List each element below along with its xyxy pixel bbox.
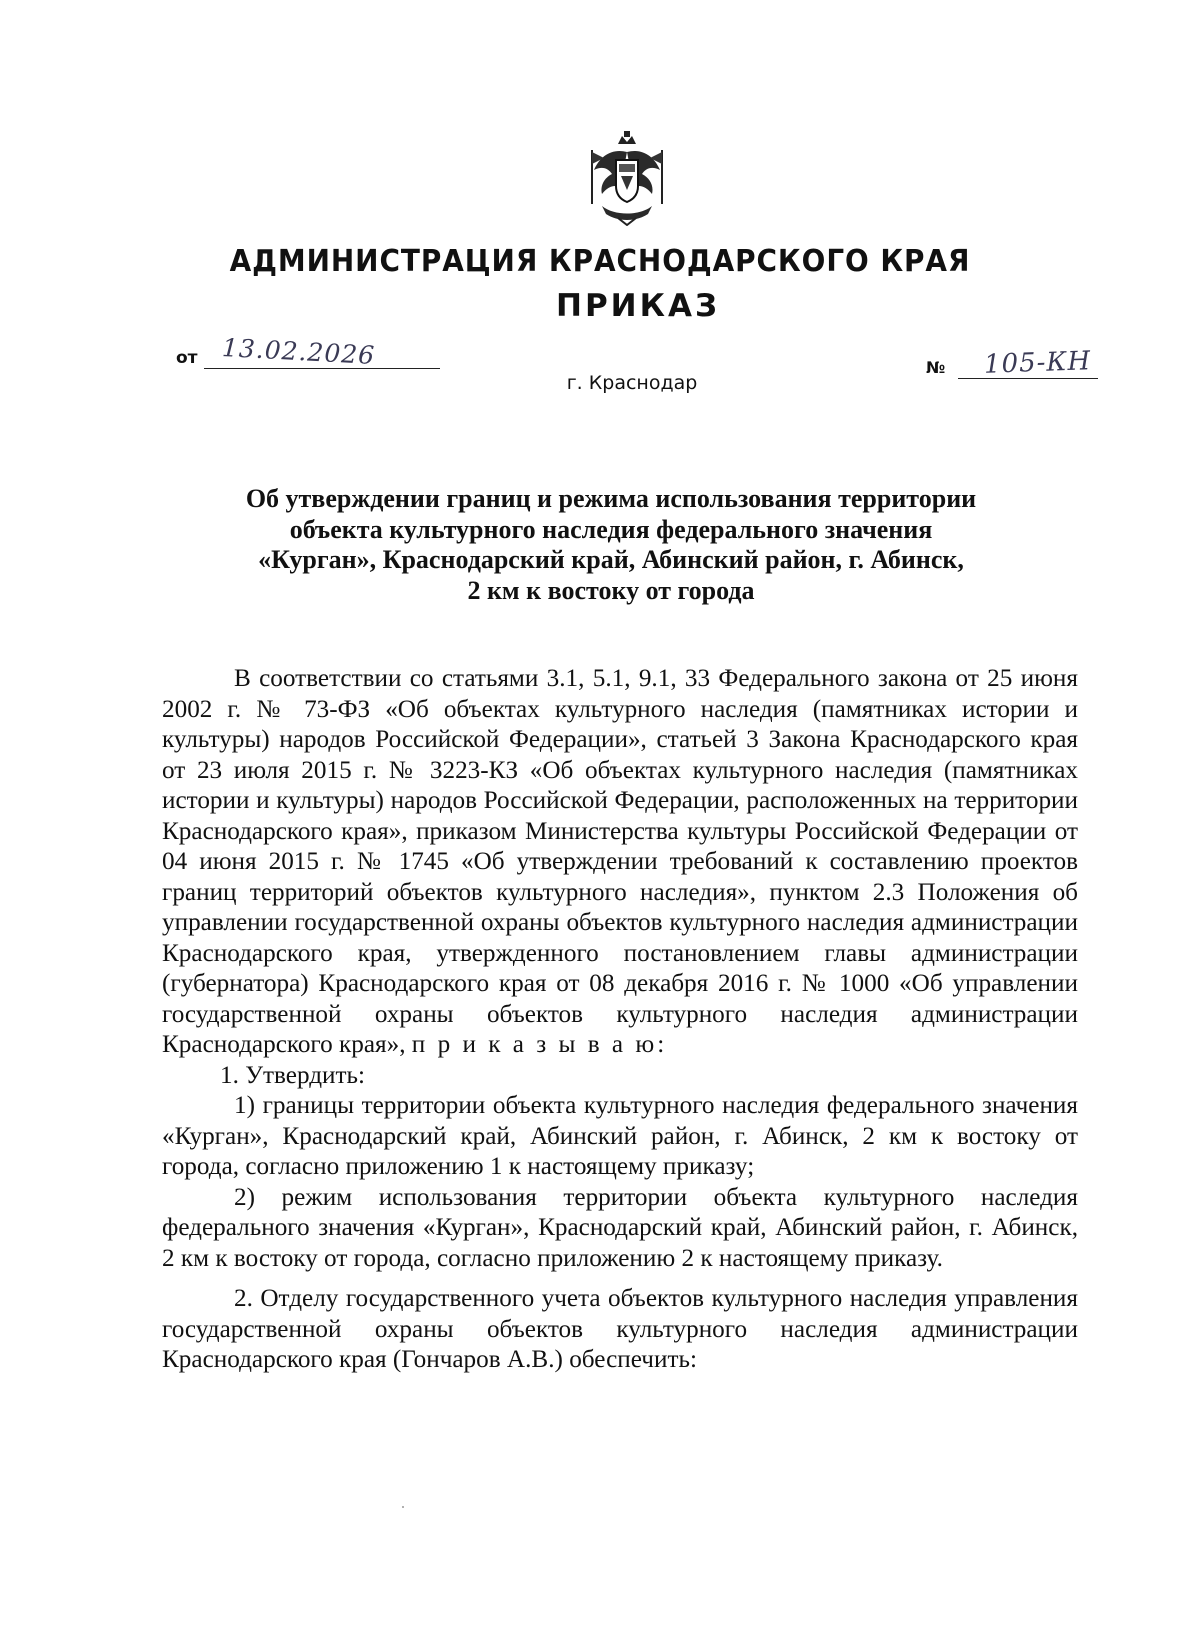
coat-of-arms-icon [588,130,666,226]
number-value-handwritten: 105-КН [983,346,1092,380]
document-type: ПРИКАЗ [556,288,720,324]
preamble-text: В соответствии со статьями 3.1, 5.1, 9.1, 33 Федерального закона от 25 июня 2002 г. № 73-ФЗ «Об объектах культурного наследия (памятниках истории и культуры) народов Российской Федерации», статьей 3 Закона Краснодарского края от 23 июля 2015 г. № 3223-КЗ «Об объектах культурного наследия (памятниках истории и культуры) народов Российской Федерации, расположенных на территории Краснодарского края», приказом Министерства культуры Российской Федерации от 04 июня 2015 г. № 1745 «Об утверждении требований к составлению проектов границ территорий объектов культурного наследия», пунктом 2.3 Положения об управлении государственной охраны объектов культурного наследия администрации Краснодарского края, утвержденного постановлением главы администрации (губернатора) Краснодарского края от 08 декабря 2016 г. № 1000 «Об управлении государственной охраны объектов культурного наследия администрации Краснодарского края», [162,665,1078,1058]
document-title [200,484,1022,606]
document-body [162,664,1078,1376]
city: г. Краснодар [566,372,698,394]
title-line: 2 км к востоку от города [467,575,755,605]
date-underline [204,368,440,369]
title-line: «Курган», Краснодарский край, Абинский район, г. Абинск, [258,545,964,574]
preamble-paragraph [162,664,1078,1061]
item-1-1: 1) границы территории объекта культурного наследия федерального значения «Курган», Краснодарский край, Абинский район, г. Абинск, 2 км к востоку от города, согласно приложению 1 к настоящему приказу; [162,1092,1078,1180]
order-word: п р и к а з ы в а ю: [411,1031,668,1058]
item-2: 2. Отделу государственного учета объектов культурного наследия управления государственной охраны объектов культурного наследия администрации Краснодарского края (Гончаров А.В.) обеспечить: [162,1285,1078,1373]
item-1: 1. Утвердить: [220,1061,366,1089]
title-line: Об утверждении границ и режима использования территории [245,484,977,513]
date-value-handwritten: 13.02.2026 [221,333,376,370]
item-1-2: 2) режим использования территории объекта культурного наследия федерального значения «Курган», Краснодарский край, Абинский район, г. Абинск, 2 км к востоку от города, согласно приложению 2 к настоящему приказу. [162,1183,1078,1272]
organization-name: АДМИНИСТРАЦИЯ КРАСНОДАРСКОГО КРАЯ [229,244,971,279]
title-line: объекта культурного наследия федерального значения [289,514,933,544]
date-label: от [176,348,198,368]
number-label: № [926,358,946,377]
scan-speck [402,1506,404,1508]
